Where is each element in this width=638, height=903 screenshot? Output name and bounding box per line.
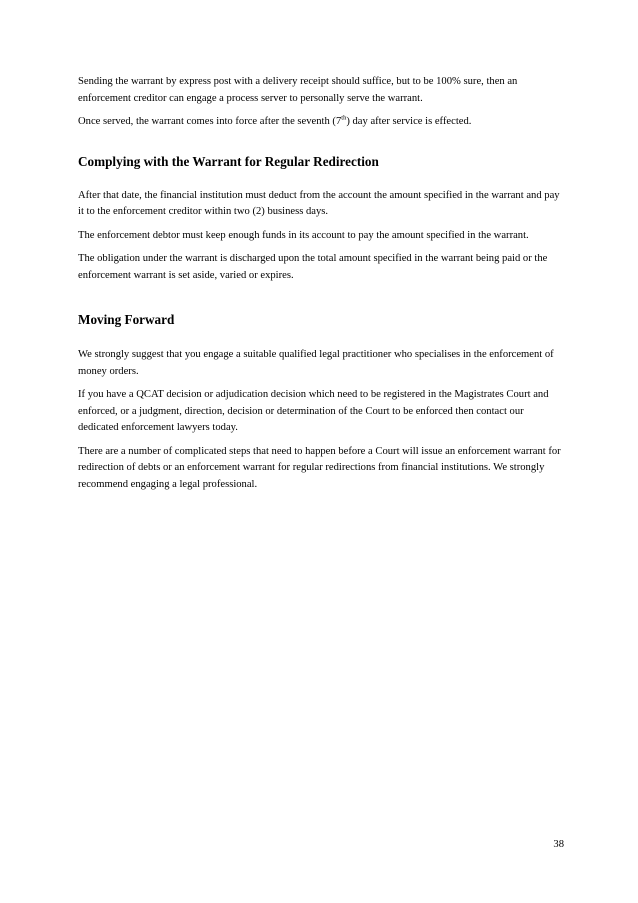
paragraph-engage-practitioner: We strongly suggest that you engage a suitable qualified legal practitioner who specialises in the enforcement of money orders.	[78, 349, 554, 377]
paragraph-warrant-in-force	[78, 114, 564, 131]
heading-moving-forward: Moving Forward	[78, 312, 175, 327]
document-page	[78, 74, 564, 500]
ordinal-superscript: th	[341, 114, 347, 122]
paragraph-keep-enough-funds: The enforcement debtor must keep enough funds in its account to pay the amount specified in the warrant.	[78, 229, 529, 241]
paragraph-obligation-discharged: The obligation under the warrant is discharged upon the total amount specified in the warrant being paid or the enforcement warrant is set aside, varied or expires.	[78, 253, 548, 281]
paragraph-text: Once served, the warrant comes into force after the seventh (7	[78, 116, 342, 127]
paragraph-express-post: Sending the warrant by express post with a delivery receipt should suffice, but to be 100% sure, then an enforcement creditor can engage a process server to personally serve the warrant.	[78, 76, 518, 104]
page-number: 38	[553, 839, 564, 850]
paragraph-deduct-from-account: After that date, the financial institution must deduct from the account the amount specified in the warrant and pay it to the enforcement creditor within two (2) business days.	[78, 189, 560, 217]
paragraph-text: ) day after service is effected.	[346, 116, 472, 127]
paragraph-complicated-steps: There are a number of complicated steps that need to happen before a Court will issue an enforcement warrant for redirection of debts or an enforcement warrant for regular redirections from financial institutions. We strongly recommend engaging a legal professional.	[78, 445, 561, 490]
heading-complying-with-warrant: Complying with the Warrant for Regular Redirection	[78, 153, 379, 169]
paragraph-qcat-decision: If you have a QCAT decision or adjudication decision which need to be registered in the Magistrates Court and enforced, or a judgment, direction, decision or determination of the Court to be enforced then contact our dedicated enforcement lawyers today.	[78, 389, 549, 433]
